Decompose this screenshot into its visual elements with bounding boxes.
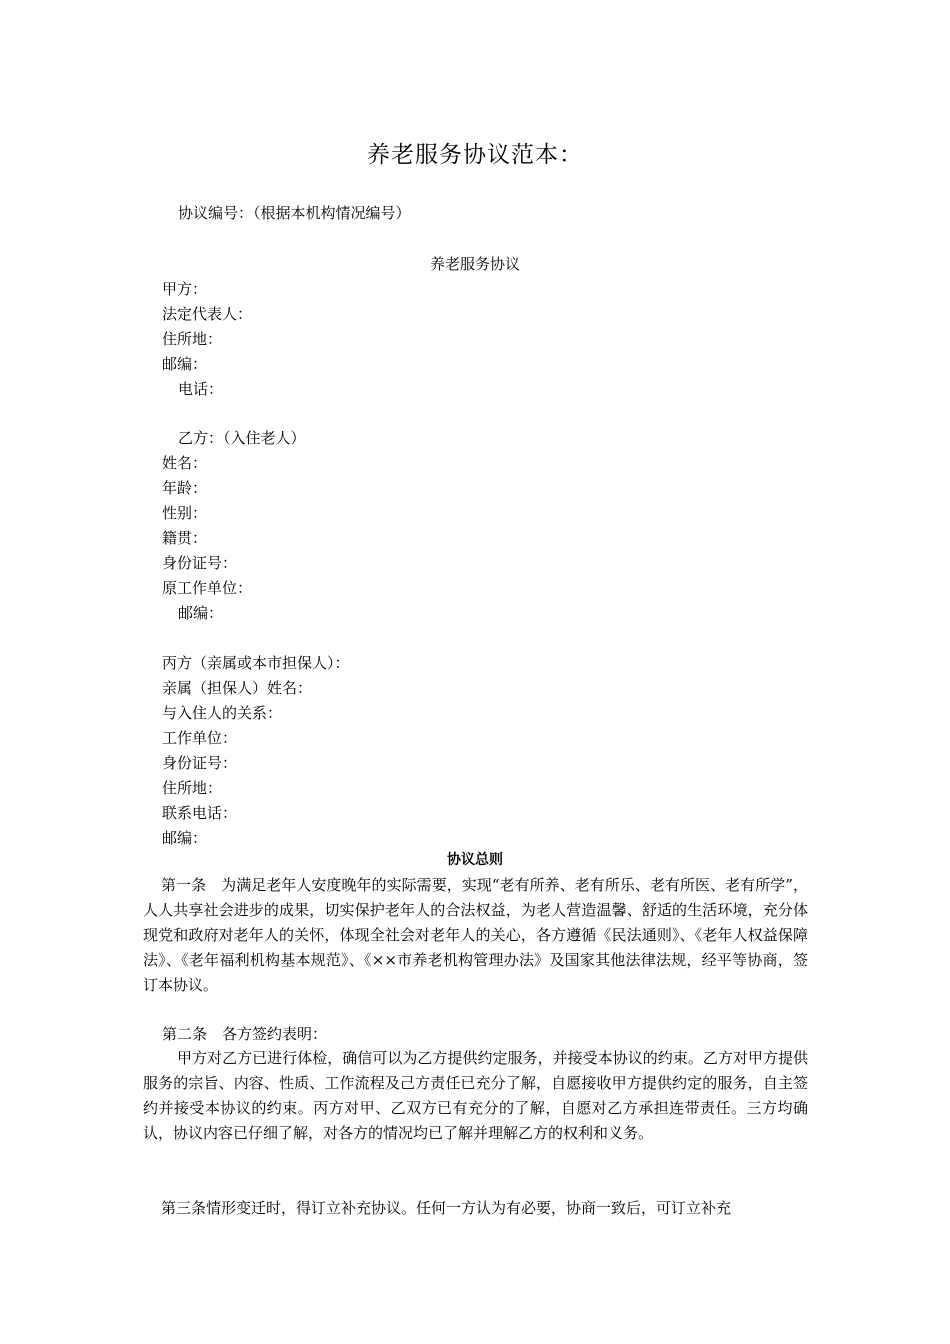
party-b-postcode: 邮编： (178, 604, 224, 622)
party-a-phone: 电话： (178, 380, 224, 398)
article-3: 第三条情形变迁时，得订立补充协议。任何一方认为有必要，协商一致后，可订立补充 (161, 1199, 732, 1217)
party-c-id-number: 身份证号： (162, 754, 238, 772)
party-c-phone: 联系电话： (162, 804, 238, 822)
party-b-gender: 性别： (162, 504, 208, 522)
party-b-name: 姓名： (162, 454, 208, 472)
party-c-postcode: 邮编： (162, 829, 208, 847)
party-b-age: 年龄： (162, 479, 208, 497)
party-c-name: 亲属（担保人）姓名： (162, 679, 313, 697)
party-a-label: 甲方： (162, 280, 208, 298)
party-c-address: 住所地： (162, 779, 223, 797)
party-a-address: 住所地： (162, 330, 223, 348)
article-2-body: 甲方对乙方已进行体检，确信可以为乙方提供约定服务，并接受本协议的约束。乙方对甲方提供服务的宗旨、内容、性质、工作流程及己方责任已充分了解，自愿接收甲方提供约定的服务，自主签约并接受本协议的约束。丙方对甲、乙双方已有充分的了解，自愿对乙方承担连带责任。三方均确认，协议内容已仔细了解，对各方的情况均已了解并理解乙方的权利和义务。 (143, 1049, 808, 1142)
party-b-label: 乙方：（入住老人） (178, 429, 306, 447)
article-1: 第一条 为满足老年人安度晚年的实际需要，实现“老有所养、老有所乐、老有所医、老有所学”，人人共享社会进步的成果，切实保护老年人的合法权益，为老人营造温馨、舒适的生活环境，充分体现党和政府对老年人的关怀，体现全社会对老年人的关心，各方遵循《民法通则》、《老年人权益保障法》、《老年福利机构基本规范》、《××市养老机构管理办法》及国家其他法律法规，经平等协商，签订本协议。 (143, 876, 808, 994)
party-b-origin: 籍贯： (162, 529, 208, 547)
party-a-postcode: 邮编： (162, 355, 208, 373)
party-c-employer: 工作单位： (162, 729, 238, 747)
article-2-heading: 第二条 各方签约表明： (162, 1025, 328, 1043)
section-heading-general: 协议总则 (447, 852, 503, 868)
document-title: 养老服务协议范本： (367, 142, 583, 168)
party-c-relation: 与入住人的关系： (162, 704, 283, 722)
party-c-label: 丙方（亲属或本市担保人）： (162, 654, 350, 672)
agreement-subtitle: 养老服务协议 (429, 255, 520, 273)
party-a-legal-rep: 法定代表人： (162, 305, 253, 323)
party-b-former-employer: 原工作单位： (162, 579, 253, 597)
agreement-number: 协议编号：（根据本机构情况编号） (178, 204, 411, 222)
party-b-id-number: 身份证号： (162, 554, 238, 572)
